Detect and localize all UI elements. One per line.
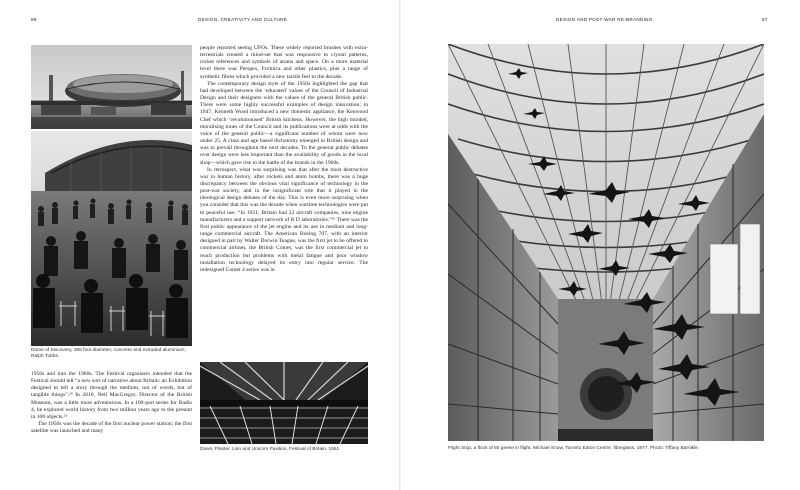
page-gutter: [399, 0, 401, 490]
eaton-centre-caption: Flight Stop, a flock of 60 geese in flight, Michael Snow, Toronto Eaton Centre, fibreglass, 1977. Photo: Tiffany Barnikle.: [448, 446, 700, 451]
right-running-head: DESIGN AND POST-WAR RE-BRANDING: [556, 17, 653, 22]
body-paragraph: people reported seeing UFOs. These widely reported brushes with extra-terrestrials created a mind-set that was responsive to crystal patterns, rocket references and symbols of atoms and space. On a more material level there was Perspex, Formica and other plastics, plus a range of synthetic fibres which provided a new tactile feel to the decade.: [200, 45, 368, 80]
crowd-dome-photo: [31, 131, 192, 346]
right-folio: 87: [762, 17, 768, 22]
left-folio: 86: [31, 17, 37, 22]
body-paragraph: The 1950s was the decade of the first nuclear power station; the first satellite was launched and many: [31, 421, 192, 435]
body-paragraph: The contemporary design style of the 1950s highlighted the gap that had developed between the ‘educated’ values of the Council of Industrial Design and their designers with the values of the general British public. There were some highly successful examples of design innovation; in 1947, Kenneth Wood introduced a new domestic appliance, the Kenwood Chef which ‘revolutionised’ British kitchens. However, the high minded, moralising tones of the Council and its publications were at odds with the voice of the general public—a significant number of whom were now under 25. A class and age based dichotomy emerged in British design and was to prevail throughout the next decades. To the general public debates over design were less important than the availability of goods in the local shop—which gave rise to the battle of the brands in the 1960s.: [200, 80, 368, 166]
left-running-head: DESIGN, CREATIVITY AND CULTURE: [198, 17, 288, 22]
pavilion-ceiling-photo: [200, 362, 368, 444]
body-column-right: [200, 45, 368, 274]
eaton-centre-photo: [448, 44, 764, 441]
pavilion-caption: Dows, Plaster, Lion and Unicorn Pavilion, Festival of Britain, 1951: [200, 447, 340, 452]
body-paragraph: 1950s and into the 1960s. The Festival organisers intended that the Festival should tell “a new sort of narrative about Britain: an Exhibition designed to tell a story through the medium, not of words, but of tangible things”.²⁴ In 2010, Neil MacGregor, Director of the British Museum, was a little more adventurous. In a 100-part series for Radio 4, he explored world history from two million years ago to the present in 100 objects.²⁵: [31, 371, 192, 420]
dome-caption: Dome of Discovery, 365 foot diameter, concrete and extruded aluminium, Ralph Tubbs.: [31, 348, 186, 360]
body-paragraph: In retrospect, what was surprising was that after the most destructive war in human history, after rockets and atom bombs, there was a huge discrepancy between the obvious vital significance of technology in the post-war society, and in the insignificant role that it played in the ideological design debates of the day. This is even more surprising when you consider that this was the decade when wartime technologies were put to peaceful use. “In 1951, Britain had 22 aircraft companies, nine engine manufacturers and a support network of R D laboratories.”²⁶ There was the first public appearance of the jet engine and its use in medium and long-range commercial aircraft. The American Boeing 707, with an interior designed in part by Walter Dorwin Teague, was the first jet to be offered to commercial airlines, the British Comet, was the first commercial jet to reach production but problems with metal fatigue and poor window installation technology delayed its entry into regular service. The redesigned Comet 4 series was in: [200, 166, 368, 273]
dome-aerial-photo: [31, 45, 192, 129]
body-column-bottom-left: [31, 371, 192, 435]
